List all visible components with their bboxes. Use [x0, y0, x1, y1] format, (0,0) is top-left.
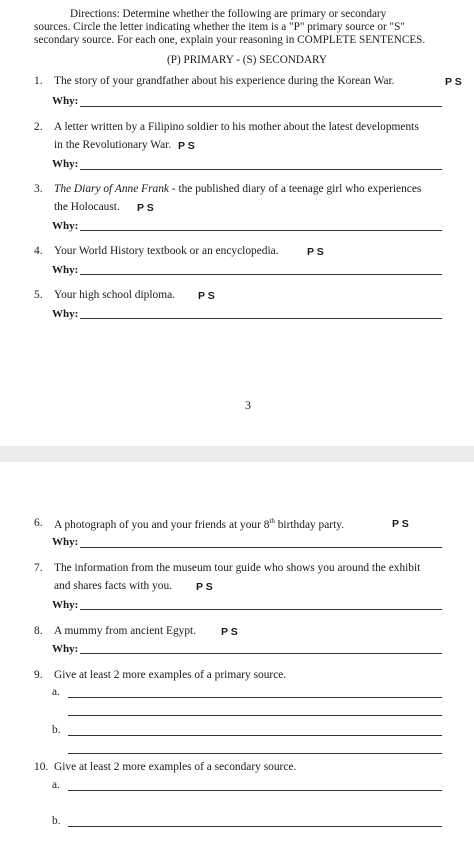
question-3-why-label: Why:	[52, 220, 79, 232]
question-5-why-label: Why:	[52, 308, 79, 320]
question-9-item-a-label: a.	[52, 686, 60, 698]
question-9-item-b-label: b.	[52, 724, 61, 736]
question-6-text-a: A photograph of you and your friends at your 8	[54, 518, 270, 531]
question-3-description: - the published diary of a teenage girl who experiences	[168, 183, 422, 195]
question-6-why-label: Why:	[52, 536, 79, 548]
question-1-ps-choice[interactable]: P S	[445, 76, 462, 88]
directions-line-3: secondary source. For each one, explain your reasoning in COMPLETE SENTENCES.	[34, 34, 426, 46]
question-2-text-line-1: A letter written by a Filipino soldier to his mother about the latest developments	[54, 121, 419, 133]
question-9-text: Give at least 2 more examples of a primary source.	[54, 669, 287, 681]
question-9-item-a-line-2[interactable]	[68, 715, 442, 716]
question-2-number: 2.	[34, 121, 43, 133]
question-7-text-line-1: The information from the museum tour guide who shows you around the exhibit	[54, 562, 421, 574]
question-10-item-b-label: b.	[52, 815, 61, 827]
question-8-ps-choice[interactable]: P S	[221, 626, 238, 638]
question-6-text-b: birthday party.	[274, 518, 345, 531]
question-8-why-label: Why:	[52, 643, 79, 655]
question-2-why-label: Why:	[52, 158, 79, 170]
worksheet-page-2	[0, 462, 474, 851]
question-2-text-line-2: in the Revolutionary War.	[54, 139, 172, 151]
question-4-why-label: Why:	[52, 264, 79, 276]
question-7-why-label: Why:	[52, 599, 79, 611]
question-2-answer-line[interactable]	[80, 169, 442, 170]
question-4-text: Your World History textbook or an encyclopedia.	[54, 245, 279, 257]
question-10-item-a-label: a.	[52, 779, 60, 791]
question-9-item-b-line-1[interactable]	[68, 735, 442, 736]
question-1-text: The story of your grandfather about his experience during the Korean War.	[54, 75, 395, 87]
question-6-text	[54, 518, 344, 531]
question-1-why-label: Why:	[52, 95, 79, 107]
question-6-ordinal: th	[269, 517, 275, 525]
question-1-number: 1.	[34, 75, 43, 87]
question-9-number: 9.	[34, 669, 43, 681]
question-10-text: Give at least 2 more examples of a secondary source.	[54, 761, 297, 773]
question-5-number: 5.	[34, 289, 43, 301]
question-4-answer-line[interactable]	[80, 274, 442, 275]
question-6-ps-choice[interactable]: P S	[392, 518, 409, 530]
question-3-title: The Diary of Anne Frank	[54, 183, 169, 195]
question-7-ps-choice[interactable]: P S	[196, 581, 213, 593]
question-6-answer-line[interactable]	[80, 547, 442, 548]
directions-line-2: sources. Circle the letter indicating whether the item is a "P" primary source or "S"	[34, 21, 405, 33]
question-3-answer-line[interactable]	[80, 230, 442, 231]
question-4-ps-choice[interactable]: P S	[307, 246, 324, 258]
question-9-item-a-line-1[interactable]	[68, 697, 442, 698]
question-4-number: 4.	[34, 245, 43, 257]
question-3-text-line-2: the Holocaust.	[54, 201, 120, 213]
question-5-ps-choice[interactable]: P S	[198, 290, 215, 302]
question-7-number: 7.	[34, 562, 43, 574]
question-8-text: A mummy from ancient Egypt.	[54, 625, 197, 637]
question-5-text: Your high school diploma.	[54, 289, 175, 301]
question-7-text-line-2: and shares facts with you.	[54, 580, 172, 592]
question-3-ps-choice[interactable]: P S	[137, 202, 154, 214]
legend-text: (P) PRIMARY - (S) SECONDARY	[167, 54, 327, 66]
question-3-number: 3.	[34, 183, 43, 195]
question-6-number: 6.	[34, 517, 43, 529]
question-8-number: 8.	[34, 625, 43, 637]
question-10-number: 10.	[34, 761, 49, 773]
page-number: 3	[245, 398, 251, 412]
question-3-text-line-1	[54, 184, 421, 195]
question-10-item-b-line[interactable]	[68, 826, 442, 827]
question-10-item-a-line[interactable]	[68, 790, 442, 791]
question-8-answer-line[interactable]	[80, 653, 442, 654]
question-2-ps-choice[interactable]: P S	[178, 140, 195, 152]
directions-line-1: Directions: Determine whether the following are primary or secondary	[70, 8, 387, 20]
question-9-item-b-line-2[interactable]	[68, 753, 442, 754]
question-1-answer-line[interactable]	[80, 106, 442, 107]
question-5-answer-line[interactable]	[80, 318, 442, 319]
question-7-answer-line[interactable]	[80, 609, 442, 610]
